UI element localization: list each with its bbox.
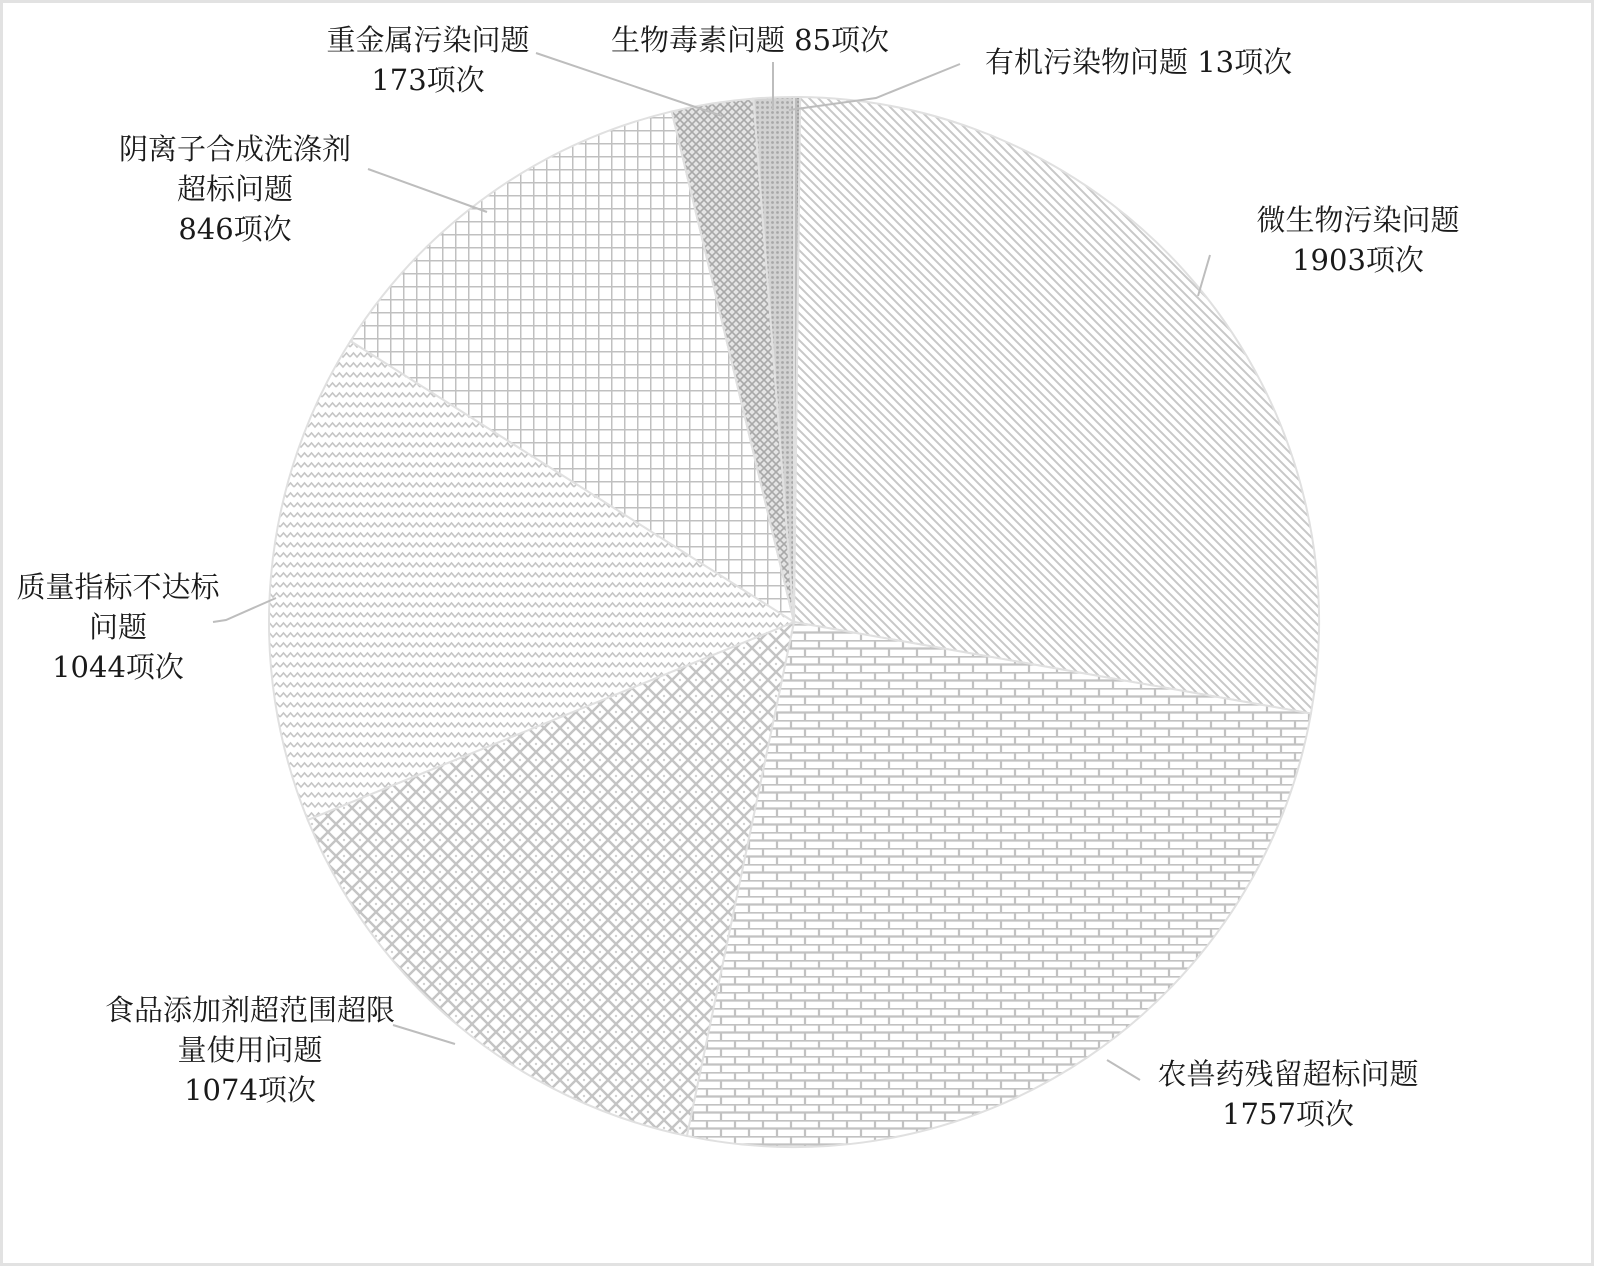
- slice-label-line: 重金属污染问题: [326, 23, 530, 57]
- slice-label-line: 173项次: [371, 63, 485, 97]
- pie-slices: [269, 97, 1319, 1147]
- slice-label-line: 有机污染物问题 13项次: [985, 45, 1293, 79]
- leader-line-3: [1107, 1060, 1140, 1080]
- slice-label-line: 食品添加剂超范围超限: [104, 993, 396, 1027]
- slice-label-line: 生物毒素问题 85项次: [610, 23, 890, 57]
- slice-label-8: [611, 23, 889, 57]
- slice-label-2: [1256, 203, 1459, 277]
- leader-line-6: [368, 169, 487, 212]
- slice-label-line: 阴离子合成洗涤剂: [118, 132, 352, 166]
- slice-label-5: [16, 570, 220, 684]
- leader-line-4: [393, 1025, 455, 1044]
- slice-label-6: [119, 132, 351, 246]
- slice-label-line: 农兽药残留超标问题: [1157, 1057, 1419, 1091]
- slice-label-line: 量使用问题: [177, 1033, 323, 1067]
- slice-label-3: [1157, 1057, 1418, 1131]
- pie-slice-2: [794, 97, 1319, 713]
- slice-label-line: 质量指标不达标: [16, 570, 220, 604]
- slice-label-line: 1903项次: [1292, 243, 1424, 277]
- slice-label-line: 问题: [88, 610, 148, 644]
- slice-label-1: [985, 45, 1292, 79]
- leader-line-2: [1198, 255, 1210, 296]
- leader-line-5: [213, 598, 276, 622]
- slice-label-line: 846项次: [178, 212, 292, 246]
- slice-label-4: [105, 993, 395, 1107]
- leader-line-7: [536, 53, 722, 116]
- slice-label-7: [326, 23, 529, 97]
- slice-label-line: 1044项次: [52, 650, 184, 684]
- slice-label-line: 1074项次: [184, 1073, 316, 1107]
- slice-label-line: 超标问题: [176, 172, 294, 206]
- slice-label-line: 微生物污染问题: [1256, 203, 1460, 237]
- slice-label-line: 1757项次: [1222, 1097, 1354, 1131]
